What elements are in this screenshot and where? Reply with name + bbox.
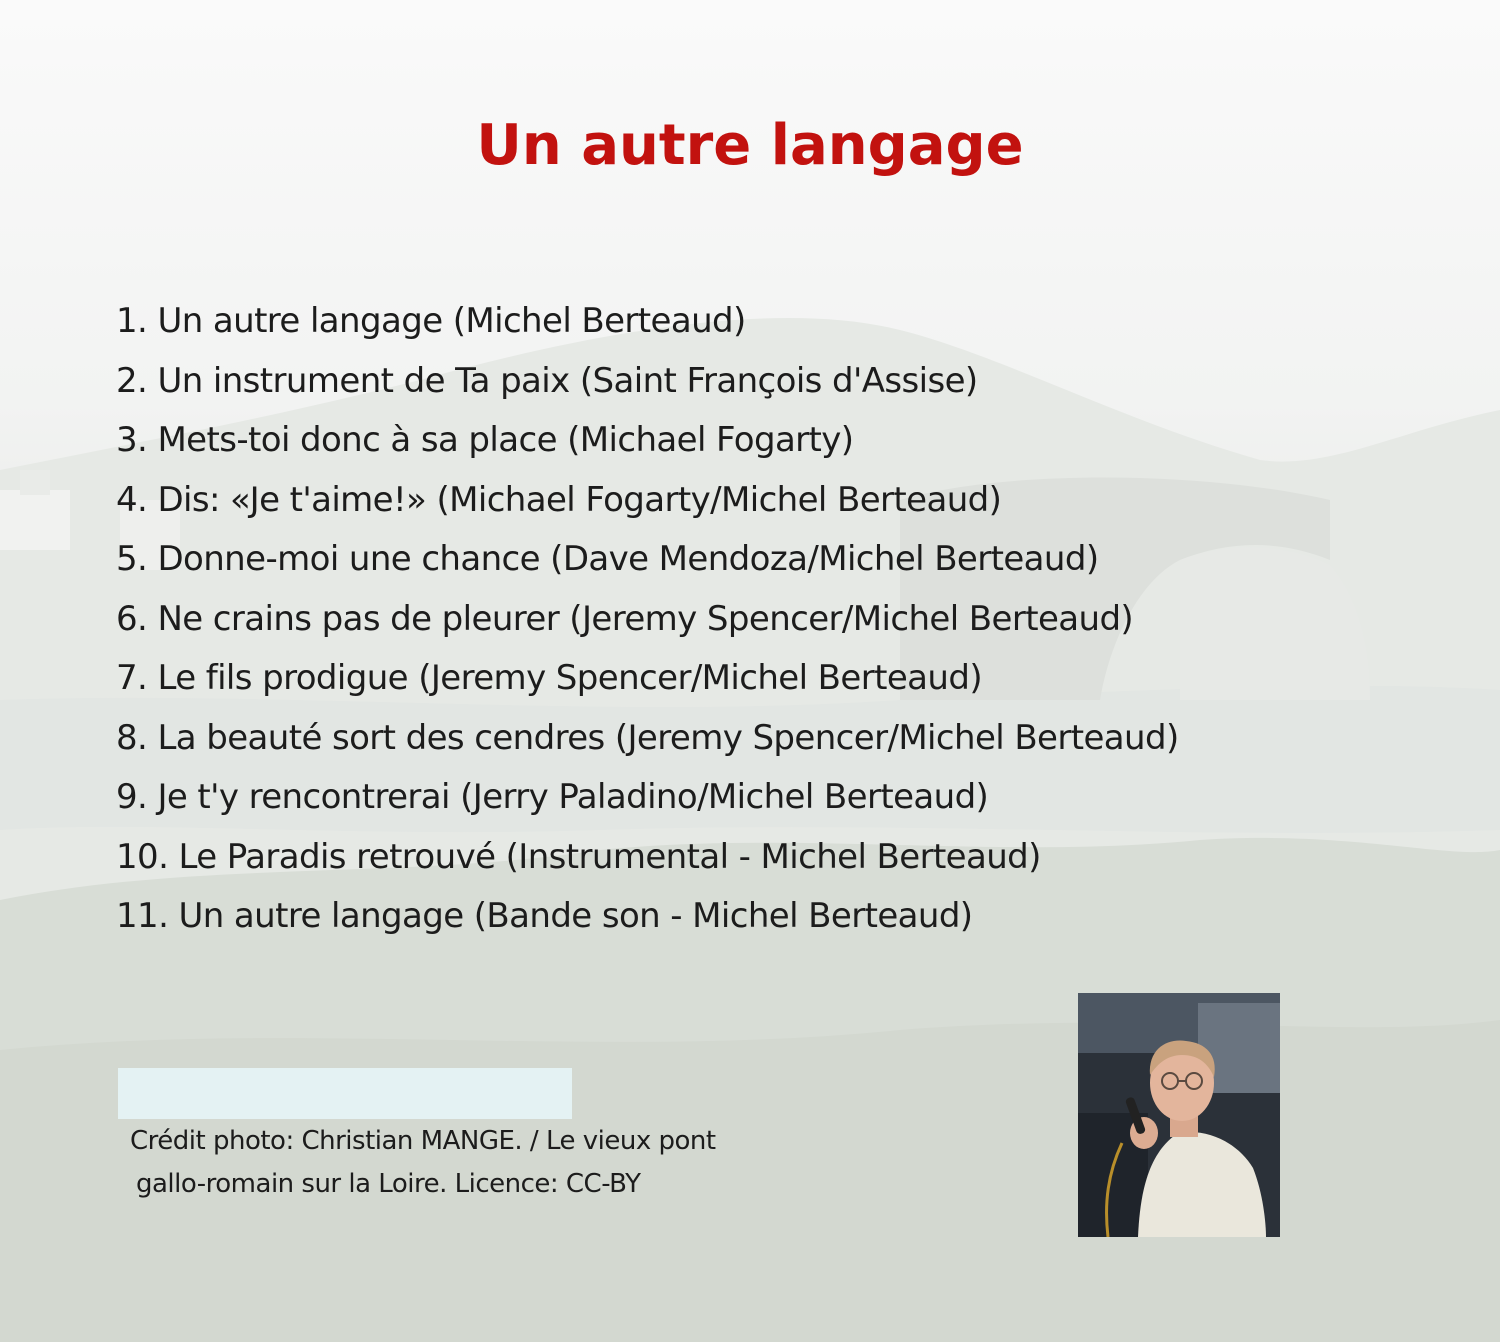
track-item: 8. La beauté sort des cendres (Jeremy Spencer/Michel Berteaud) <box>116 717 1179 758</box>
track-item: 10. Le Paradis retrouvé (Instrumental - Michel Berteaud) <box>116 836 1041 877</box>
track-list <box>116 292 1179 947</box>
track-item: 1. Un autre langage (Michel Berteaud) <box>116 301 746 341</box>
credit-highlight-box <box>118 1068 572 1119</box>
track-item: 7. Le fils prodigue (Jeremy Spencer/Michel Berteaud) <box>116 658 982 698</box>
track-item: 6. Ne crains pas de pleurer (Jeremy Spencer/Michel Berteaud) <box>116 598 1134 639</box>
track-item: 2. Un instrument de Ta paix (Saint François d'Assise) <box>116 360 978 401</box>
track-item: 9. Je t'y rencontrerai (Jerry Paladino/Michel Berteaud) <box>116 777 989 817</box>
photo-credit-line: gallo-romain sur la Loire. Licence: CC-BY <box>136 1169 641 1199</box>
photo-credit <box>130 1120 716 1206</box>
track-item: 5. Donne-moi une chance (Dave Mendoza/Michel Berteaud) <box>116 539 1099 579</box>
singer-photo-illustration <box>1078 993 1280 1237</box>
track-item: 3. Mets-toi donc à sa place (Michael Fogarty) <box>116 420 854 460</box>
track-item: 11. Un autre langage (Bande son - Michel Berteaud) <box>116 896 973 936</box>
photo-credit-line: Crédit photo: Christian MANGE. / Le vieux pont <box>130 1126 716 1156</box>
artist-portrait <box>1078 993 1280 1237</box>
track-item: 4. Dis: «Je t'aime!» (Michael Fogarty/Michel Berteaud) <box>116 479 1002 520</box>
album-title: Un autre langage <box>476 113 1024 178</box>
